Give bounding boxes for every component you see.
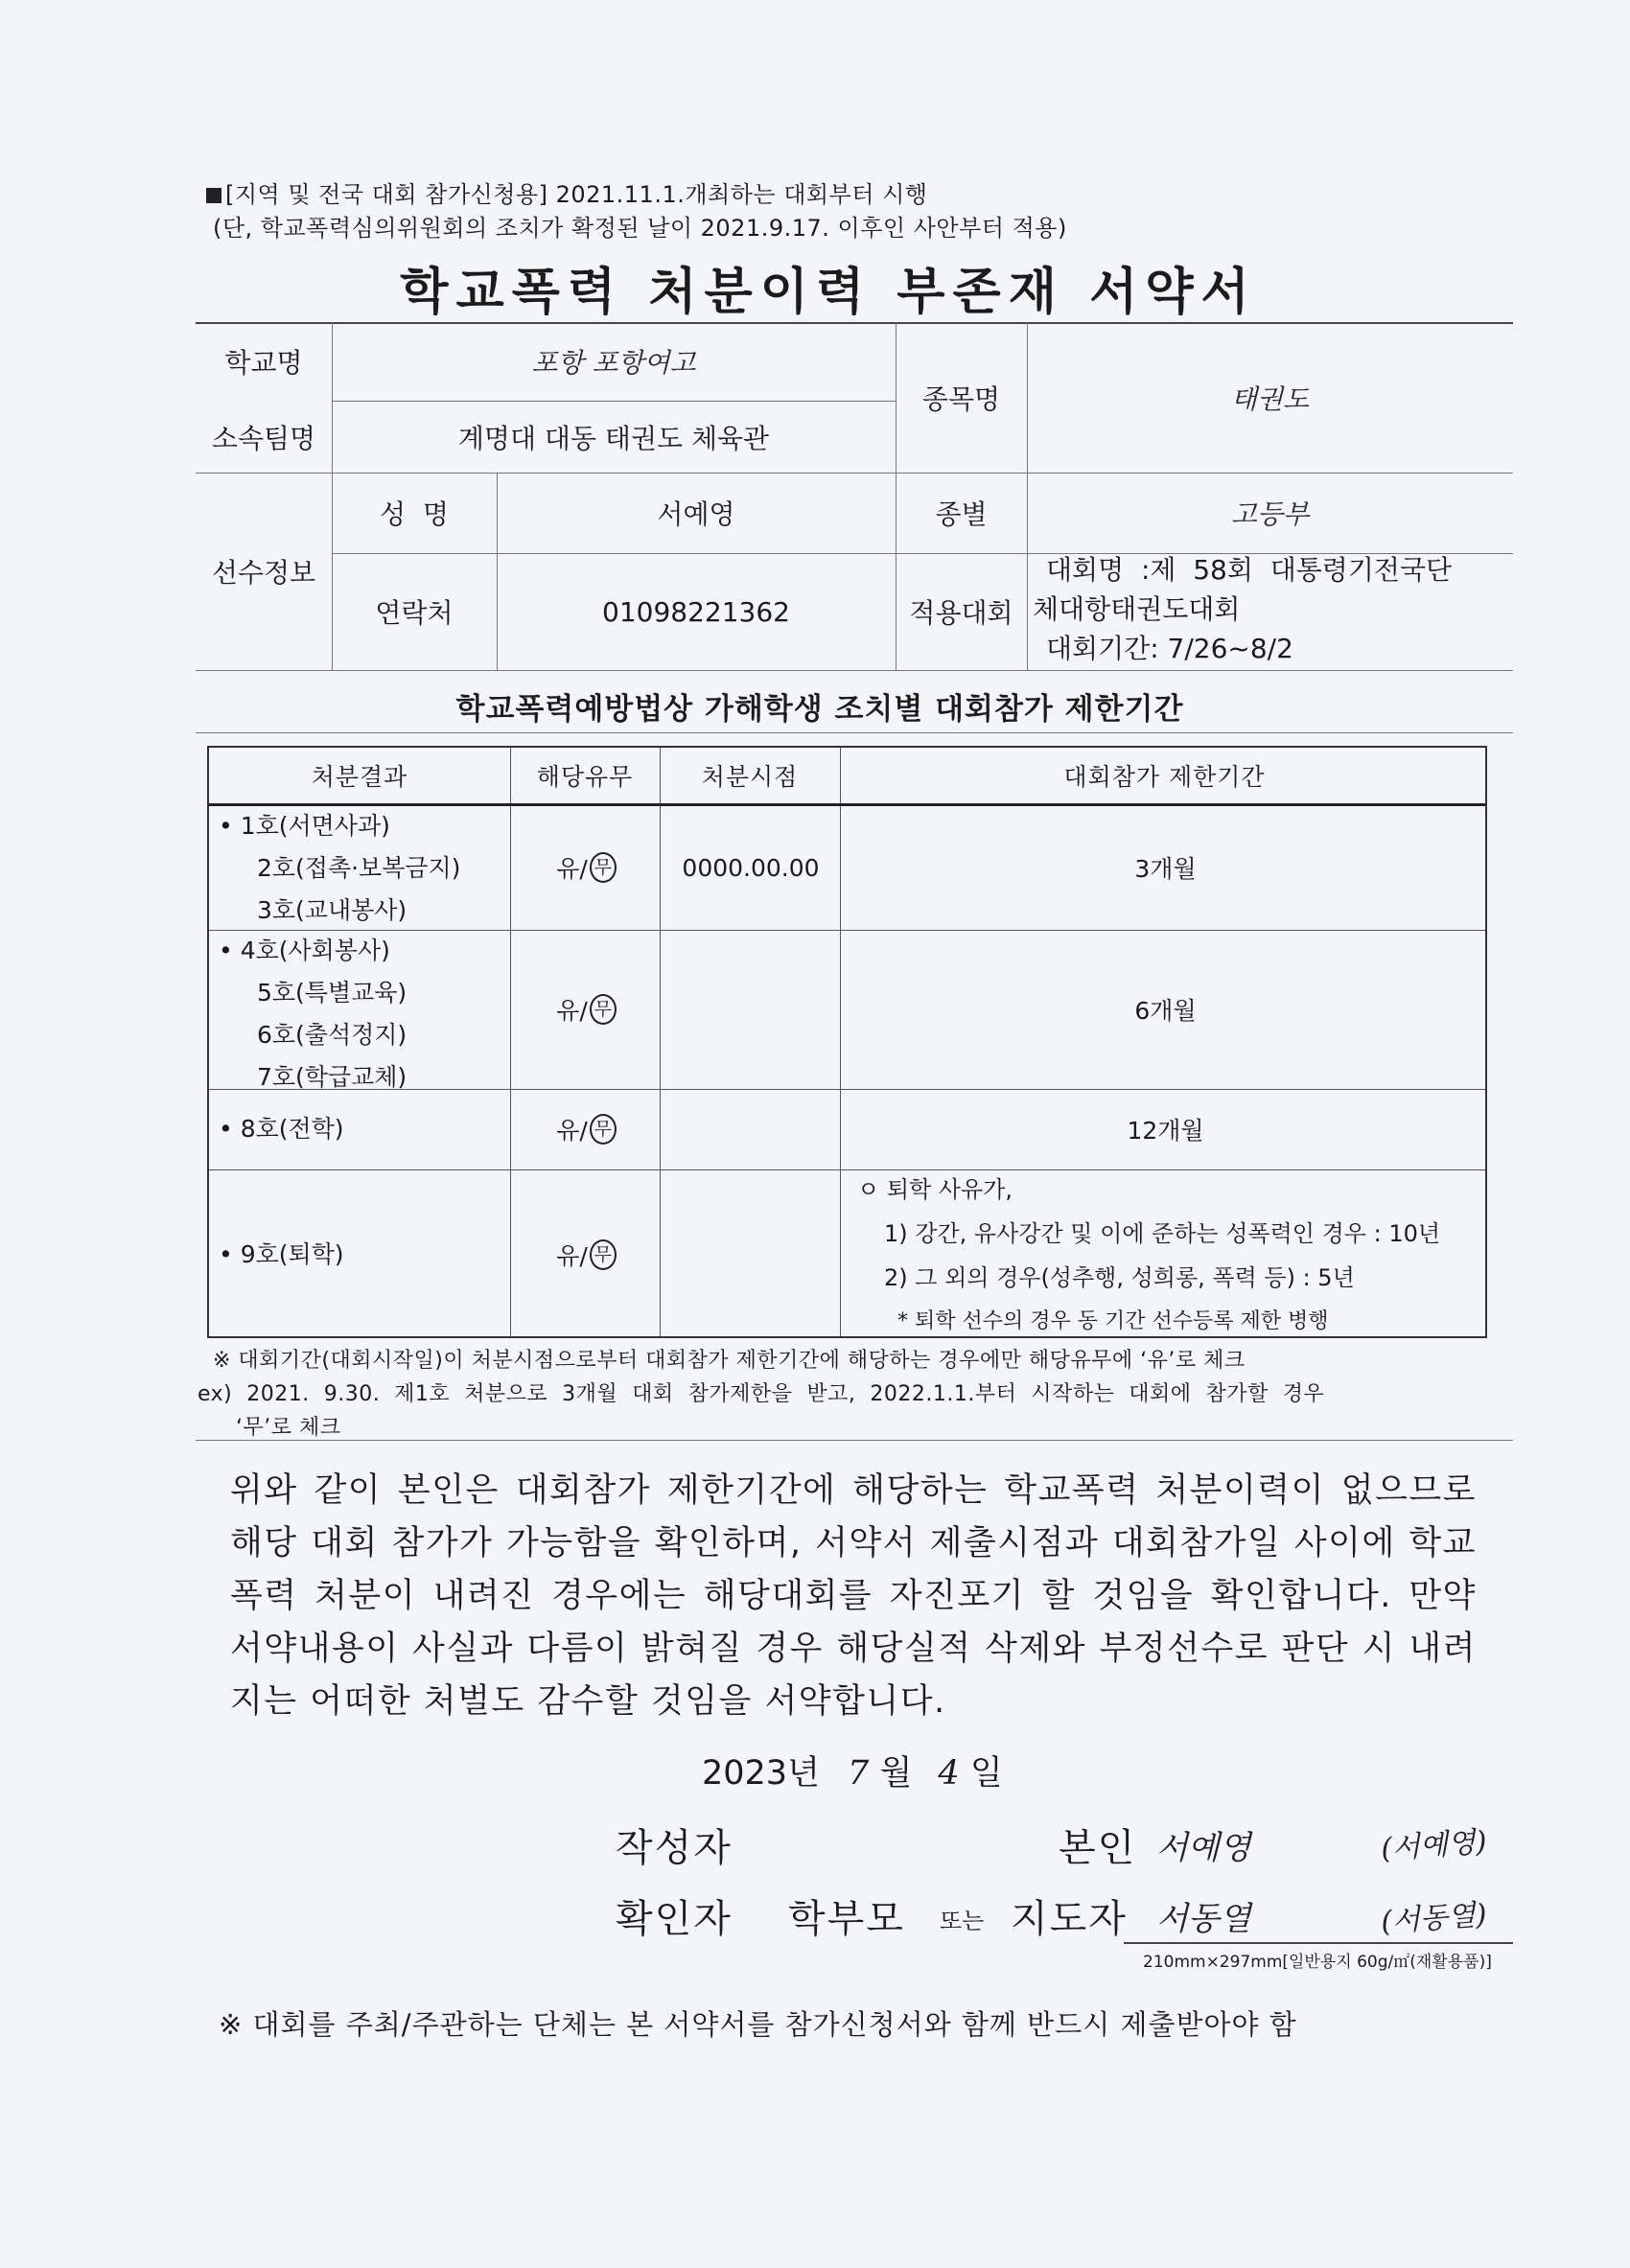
pledge-paragraph: 위와 같이 본인은 대회참가 제한기간에 해당하는 학교폭력 처분이력이 없으므로 해당 대회 참가가 가능함을 확인하며, 서약서 제출시점과 대회참가일 사이에 학교폭력 처분이 내려진 경우에는 해당대회를 자진포기 할 것임을 확인합니다. 만약 서약내용이 사실과 다름이 밝혀질 경우 해당실적 삭제와 부정선수로 판단 시 내려지는 어떠한 처벌도 감수할 것임을 서약합니다. [230,1471,1477,1721]
final-note: ※ 대회를 주최/주관하는 단체는 본 서약서를 참가신청서와 함께 반드시 제출받아야 함 [219,2008,1297,2041]
result-item: • 4호(사회봉사) [219,937,390,964]
yn-text: 유/ [556,1242,588,1270]
coach-stamp: (서동열) [1380,1898,1488,1939]
signing-date [702,1747,1003,1794]
result-item: • 1호(서면사과) [219,812,390,840]
result-item: • 8호(전학) [219,1115,344,1143]
competition-label: 적용대회 [909,597,1013,629]
expulsion-case-2: 2) 그 외의 경우(성추행, 성희롱, 폭력 등) : 5년 [884,1264,1355,1291]
table-row-2-period: 6개월 [1134,997,1197,1025]
header-line-2: (단, 학교폭력심의위원회의 조치가 확정된 날이 2021.9.17. 이후인 사안부터 적용) [213,215,1067,242]
contact-label: 연락처 [375,597,454,629]
yn-text: 유/ [556,1117,588,1145]
header-line-1 [206,175,927,209]
footnote-1: ※ 대회기간(대회시작일)이 처분시점으로부터 대회참가 제한기간에 해당하는 경우에만 해당유무에 ‘유’로 체크 [213,1349,1246,1373]
table-vline-1 [510,748,511,1336]
circled-mark: 무 [590,1114,617,1145]
player-info-label: 선수정보 [211,557,316,589]
circled-mark: 무 [590,994,617,1025]
paper-spec: 210mm×297mm[일반용지 60g/㎡(재활용품)] [1143,1953,1492,1972]
paper-spec-line [1124,1942,1513,1944]
table-row-2-results [219,930,407,1099]
self-label: 본인 [1059,1826,1137,1870]
author-label: 작성자 [616,1826,733,1870]
result-item: 5호(특별교육) [257,979,408,1007]
name-value: 서예영 [657,498,735,530]
result-item: 7호(학급교체) [257,1063,408,1091]
expulsion-case-1: 1) 강간, 유사강간 및 이에 준하는 성폭력인 경우 : 10년 [884,1220,1441,1247]
section-title: 학교폭력예방법상 가해학생 조치별 대회참가 제한기간 [455,692,1184,727]
date-month: 7 [848,1754,870,1793]
table-row-3-results [219,1089,344,1169]
date-year: 2023 [702,1754,788,1793]
division-value: 고등부 [1230,498,1310,530]
yn-text: 유/ [556,997,588,1025]
self-signature: 서예영 [1156,1829,1251,1867]
table-row-3-period: 12개월 [1127,1117,1204,1145]
date-day: 4 [938,1754,960,1793]
event-label: 종목명 [921,382,1001,415]
footnote-example-line-2: ‘무’로 체크 [236,1416,341,1440]
contact-value: 01098221362 [602,595,790,628]
competition-line-1: 대회명 :제 58회 대통령기전국단 [1046,554,1453,586]
confirmer-label: 확인자 [616,1897,733,1941]
table-row-1-date: 0000.00.00 [682,853,820,882]
col-header-applicable: 해당유무 [536,763,634,791]
section-bottom-line [196,732,1513,733]
info-bottom-line [196,670,1513,671]
result-item: 6호(출석정지) [257,1021,408,1049]
name-label: 성 명 [380,498,449,530]
expulsion-note: * 퇴학 선수의 경우 동 기간 선수등록 제한 병행 [897,1309,1329,1333]
team-label: 소속팀명 [211,422,316,454]
expulsion-intro: ㅇ 퇴학 사유가, [857,1176,1013,1203]
col-header-period: 대회참가 제한기간 [1063,763,1266,791]
circled-mark: 무 [590,852,617,883]
table-row-1-applicable [512,805,661,930]
table-row-4-results [219,1169,344,1340]
school-label: 학교명 [224,347,303,379]
or-label: 또는 [940,1908,985,1934]
coach-signature: 서동열 [1156,1900,1251,1938]
school-value: 포항 포항여고 [531,347,696,379]
table-row-1-period: 3개월 [1134,855,1197,883]
circled-mark: 무 [590,1239,617,1270]
yn-text: 유/ [556,855,588,883]
coach-label: 지도자 [1011,1897,1128,1941]
header-line-1-text: [지역 및 전국 대회 참가신청용] 2021.11.1.개최하는 대회부터 시행 [225,181,928,208]
event-value: 태권도 [1230,382,1310,415]
footnote-divider [196,1440,1513,1441]
result-item: 3호(교내봉사) [257,896,408,924]
restriction-table [207,746,1487,1338]
division-label: 종별 [935,498,988,530]
col-header-result: 처분결과 [311,763,408,791]
date-day-unit: 일 [969,1754,1003,1793]
competition-period: 대회기간: 7/26~8/2 [1046,633,1293,664]
table-row-1-results [219,805,460,932]
self-stamp: (서예영) [1380,1825,1488,1866]
expulsion-explanation [857,1168,1440,1344]
parent-label: 학부모 [788,1897,905,1941]
team-value: 계명대 대동 태권도 체육관 [457,422,770,454]
table-vline-3 [840,748,841,1336]
date-month-unit: 월 [879,1754,913,1793]
table-row-3-applicable [512,1089,661,1169]
document-title: 학교폭력 처분이력 부존재 서약서 [400,264,1257,321]
competition-value [1033,550,1512,668]
result-item: 2호(접촉·보복금지) [257,854,461,882]
square-bullet-icon [206,188,221,203]
date-year-unit: 년 [787,1754,820,1793]
competition-line-2: 체대항태권도대회 [1033,593,1241,625]
col-header-date: 처분시점 [701,763,799,791]
result-item: • 9호(퇴학) [219,1240,344,1268]
table-row-4-applicable [512,1169,661,1340]
table-row-2-applicable [512,930,661,1089]
footnote-example-line-1: ex) 2021. 9.30. 제1호 처분으로 3개월 대회 참가제한을 받고, 2022.1.1.부터 시작하는 대회에 참가할 경우 [198,1382,1325,1406]
